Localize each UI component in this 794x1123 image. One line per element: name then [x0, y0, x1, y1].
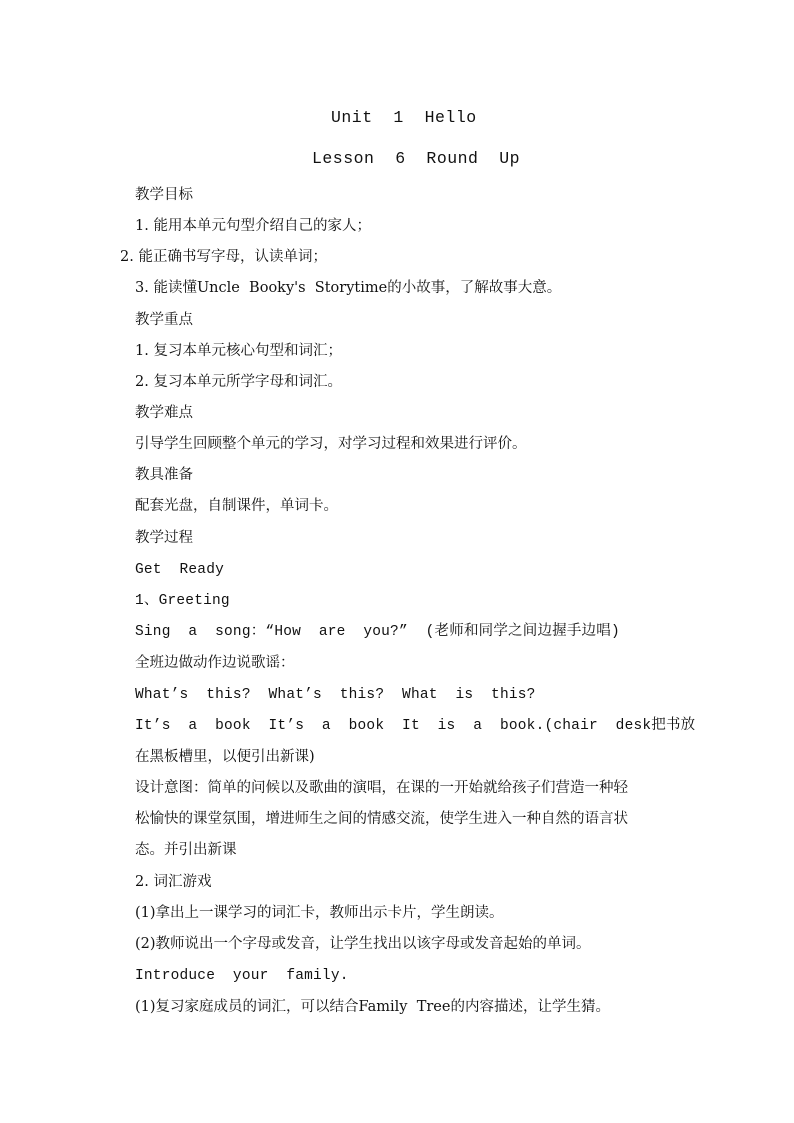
materials-text: 配套光盘，自制课件，单词卡。 [135, 498, 338, 514]
heading-process: 教学过程 [135, 530, 193, 546]
step-vocab-game: 2. 词汇游戏 [135, 874, 212, 890]
objective-2: 2. 能正确书写字母，认读单词； [120, 249, 327, 265]
objective-1: 1. 能用本单元句型介绍自己的家人； [135, 218, 371, 234]
vocab-game-2: (2)教师说出一个字母或发音，让学生找出以该字母或发音起始的单词。 [135, 936, 591, 952]
step-greeting: 1、Greeting [135, 593, 230, 609]
chant-line-3: 在黑板槽里，以便引出新课) [135, 749, 315, 765]
family-review-1: (1)复习家庭成员的词汇，可以结合Family Tree的内容描述，让学生猜。 [135, 999, 610, 1015]
chant-intro: 全班边做动作边说歌谣： [135, 655, 295, 671]
song-line: Sing a song：“How are you?” (老师和同学之间边握手边唱) [135, 624, 620, 640]
document-title: Unit 1 Hello [331, 108, 477, 127]
chant-line-1: What’s this? What’s this? What is this? [135, 687, 536, 703]
key-point-1: 1. 复习本单元核心句型和词汇； [135, 343, 342, 359]
design-intent-line-3: 态。并引出新课 [135, 842, 237, 858]
heading-key-points: 教学重点 [135, 312, 193, 328]
key-point-2: 2. 复习本单元所学字母和词汇。 [135, 374, 342, 390]
difficulty-text: 引导学生回顾整个单元的学习，对学习过程和效果进行评价。 [135, 436, 527, 452]
design-intent-line-1: 设计意图：简单的问候以及歌曲的演唱，在课的一开始就给孩子们营造一种轻 [135, 780, 628, 796]
vocab-game-1: (1)拿出上一课学习的词汇卡，教师出示卡片，学生朗读。 [135, 905, 504, 921]
chant-line-2: It’s a book It’s a book It is a book.(chair desk把书放 [135, 718, 696, 734]
objective-3: 3. 能读懂Uncle Booky's Storytime的小故事，了解故事大意。 [135, 280, 562, 296]
heading-objectives: 教学目标 [135, 187, 193, 203]
design-intent-line-2: 松愉快的课堂氛围，增进师生之间的情感交流，使学生进入一种自然的语言状 [135, 811, 628, 827]
heading-difficulties: 教学难点 [135, 405, 193, 421]
step-get-ready: Get Ready [135, 562, 225, 578]
document-subtitle: Lesson 6 Round Up [312, 149, 521, 168]
step-introduce-family: Introduce your family. [135, 968, 349, 984]
heading-materials: 教具准备 [135, 467, 193, 483]
